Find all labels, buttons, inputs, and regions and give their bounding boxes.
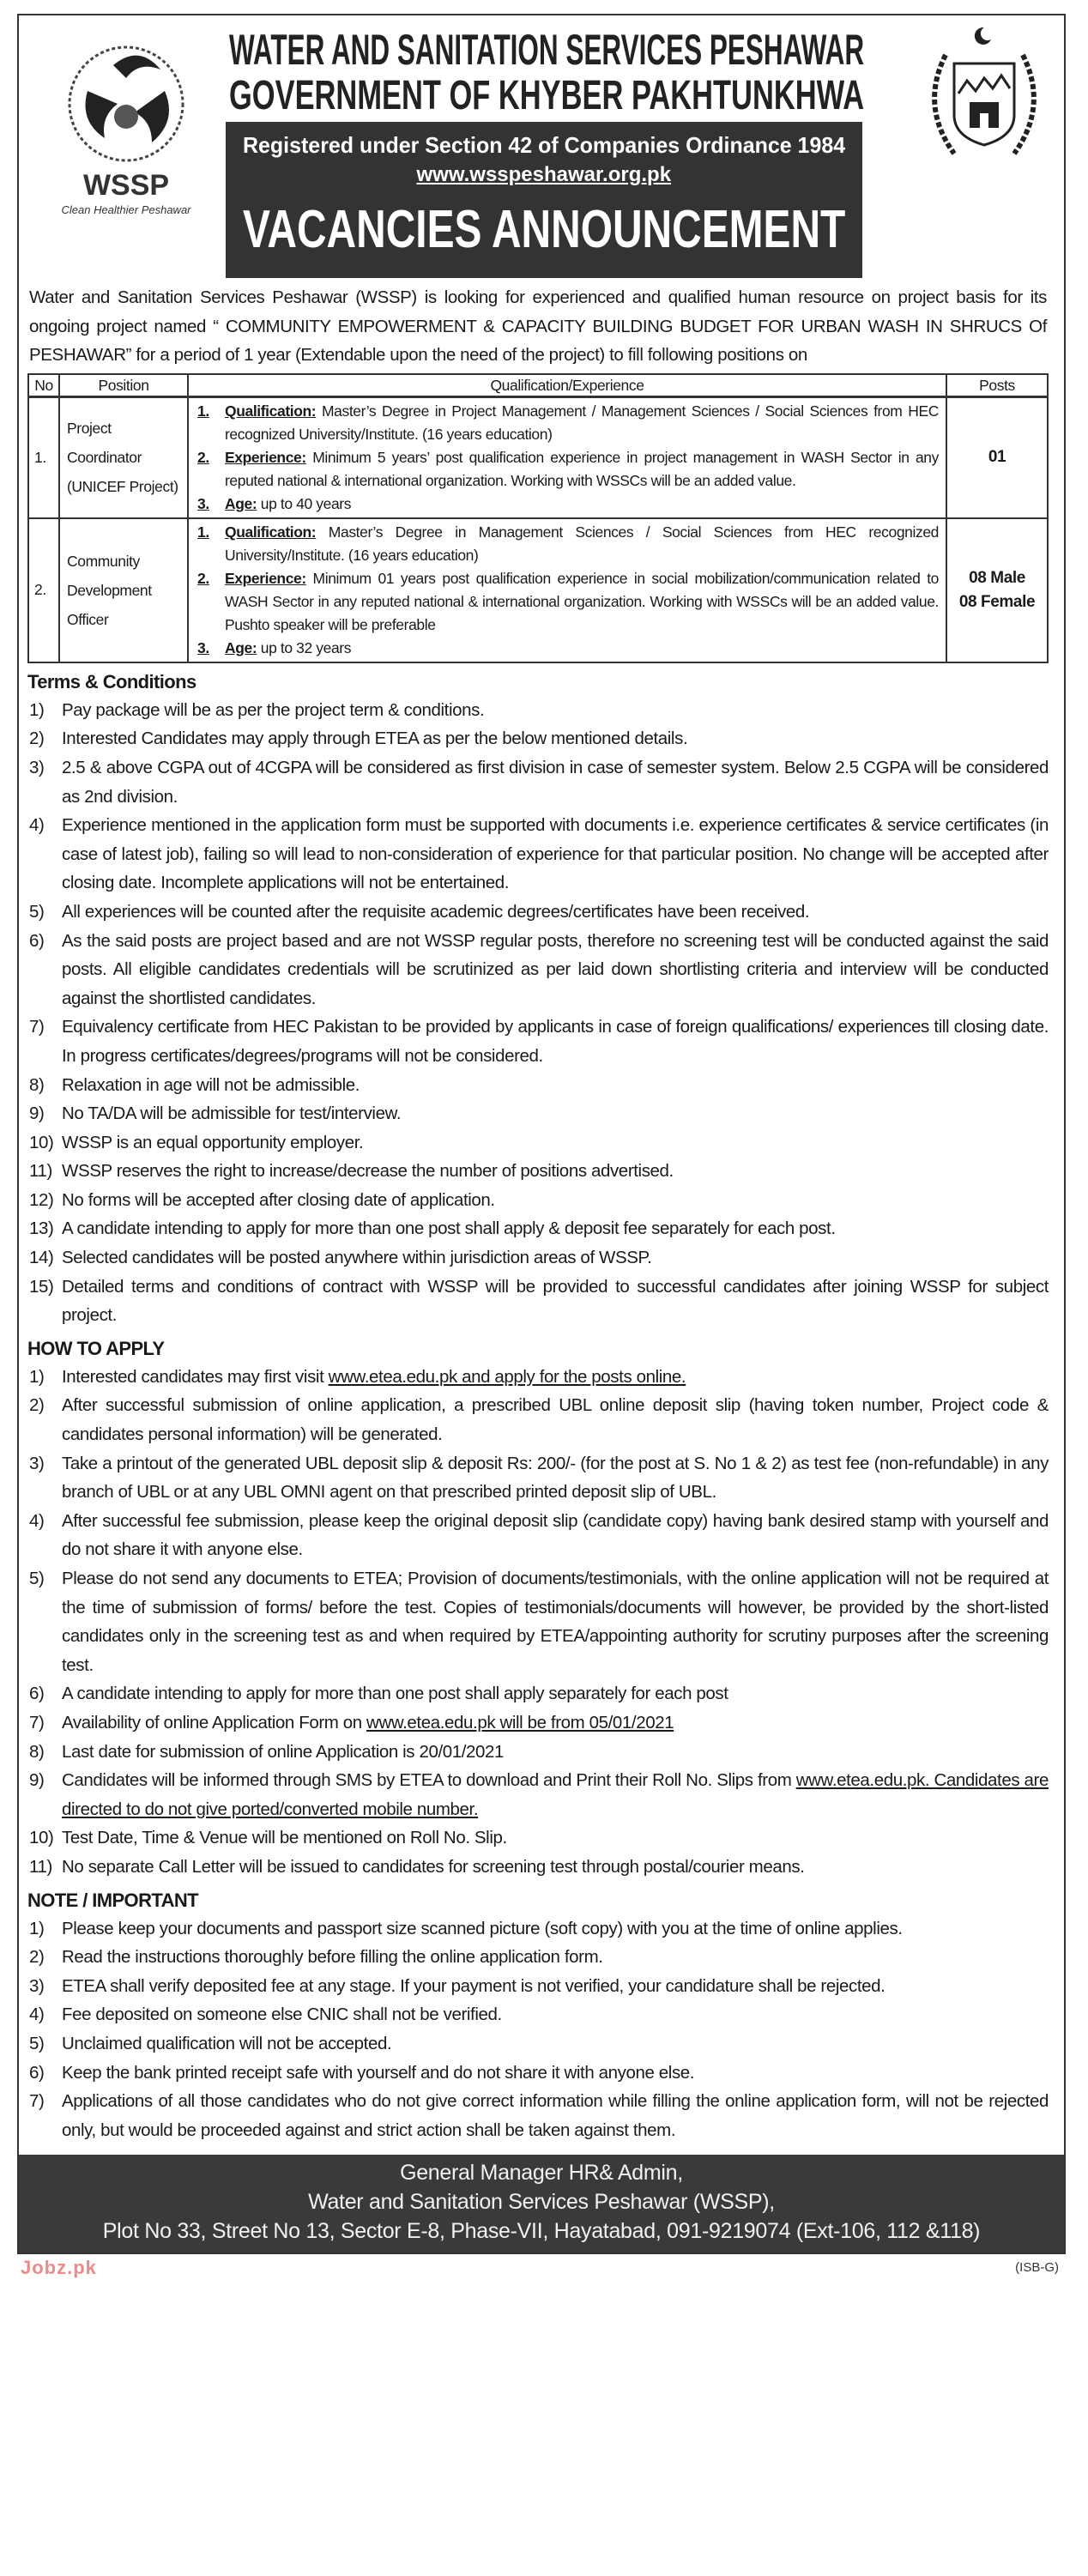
note-list — [27, 1914, 1049, 2145]
item-text — [62, 1972, 1049, 2001]
terms-heading: Terms & Conditions — [27, 670, 196, 692]
item-body: ETEA shall verify deposited fee at any stage. If your payment is not verified, your candidature shall be rejected. — [62, 1975, 886, 1996]
gov-title-box — [229, 74, 864, 118]
requirement-item — [192, 493, 939, 516]
item-body: Interested Candidates may apply through ETEA as per the below mentioned details. — [62, 729, 688, 749]
requirement-detail: Minimum 01 years post qualification experience in social mobilization/communication related to WASH Sector in any reputed national & international organization. Working with WSSCs will be an added value. Pushto speaker will be preferable — [225, 569, 939, 633]
note-item — [27, 2059, 1049, 2088]
item-text — [62, 1363, 1049, 1392]
footer-address: Plot No 33, Street No 13, Sector E-8, Phase-VII, Hayatabad, 091-9219074 (Ext-106, 112 &118) — [102, 2219, 981, 2244]
announcement-box — [243, 196, 845, 264]
item-text — [62, 1013, 1049, 1070]
item-body: Relaxation in age will not be admissible. — [62, 1074, 360, 1095]
requirement-detail: Master’s Degree in Project Management / Management Sciences / Social Sciences from HEC recognized University/Institute. (16 years education) — [225, 402, 939, 443]
item-number: 13) — [29, 1218, 54, 1239]
item-body: After successful fee submission, please keep the original deposit slip (candidate copy) having bank desired stamp with yourself and do not share it with anyone else. — [62, 1510, 1049, 1560]
terms-item — [27, 1157, 1049, 1186]
row-number: 2. — [28, 518, 59, 662]
terms-item — [27, 811, 1049, 898]
terms-item — [27, 1071, 1049, 1100]
item-body: Interested candidates may first visit — [62, 1366, 329, 1387]
item-number: 7) — [29, 2091, 45, 2112]
item-text — [62, 1071, 1049, 1100]
item-number: 4) — [29, 815, 45, 836]
item-body: Applications of all those candidates who do not give correct information while filling the online application form, will not be rejected only, but would be proceeded against and strict action shall be taken against them. — [62, 2091, 1049, 2140]
requirement-label: Age: — [225, 494, 257, 512]
announcement-title: VACANCIES ANNOUNCEMENT — [243, 200, 846, 259]
requirement-item — [192, 400, 939, 446]
gov-title: GOVERNMENT OF KHYBER PAKHTUNKHWA — [229, 73, 865, 118]
item-text — [62, 1214, 1049, 1243]
note-item — [27, 1943, 1049, 1972]
item-number: 4) — [29, 1510, 45, 1531]
post-count: 08 Female — [958, 592, 1036, 611]
requirement-item — [192, 567, 939, 637]
note-heading: NOTE / IMPORTANT — [27, 1889, 198, 1911]
row-number: 1. — [28, 396, 59, 518]
item-body: All experiences will be counted after the requisite academic degrees/certificates have been received. — [62, 901, 810, 922]
note-item — [27, 1972, 1049, 2001]
requirement-label: Age: — [225, 638, 257, 656]
wssp-logo-icon — [53, 31, 199, 168]
org-title: WATER AND SANITATION SERVICES PESHAWAR — [229, 26, 865, 74]
logo-tagline: Clean Healthier Peshawar — [61, 203, 191, 216]
row-qualification — [188, 518, 946, 662]
item-text — [62, 1391, 1049, 1448]
item-number: 4) — [29, 2005, 45, 2025]
terms-item — [27, 1214, 1049, 1243]
item-number: 10) — [29, 1828, 54, 1848]
item-number: 9) — [29, 1104, 45, 1124]
terms-list — [27, 696, 1049, 1330]
item-body: No forms will be accepted after closing date of application. — [62, 1189, 495, 1210]
item-text — [62, 1823, 1049, 1853]
item-body: Pay package will be as per the project term & conditions. — [62, 699, 485, 720]
requirement-text — [225, 493, 939, 516]
terms-item — [27, 1186, 1049, 1215]
post-count: 01 — [988, 448, 1006, 467]
vacancies-table — [27, 373, 1049, 663]
terms-item — [27, 898, 1049, 927]
terms-item — [27, 724, 1049, 753]
item-number: 11) — [29, 1161, 52, 1182]
apply-item — [27, 1823, 1049, 1853]
item-link[interactable]: www.etea.edu.pk and apply for the posts online. — [328, 1366, 686, 1387]
requirement-number: 3. — [197, 638, 209, 656]
item-body: 2.5 & above CGPA out of 4CGPA will be considered as first division in case of semester system. Below 2.5 CGPA will be considered as 2nd division. — [62, 757, 1049, 807]
item-text — [62, 1943, 1049, 1972]
intro-paragraph: Water and Sanitation Services Peshawar (WSSP) is looking for experienced and qualified human resource on project basis for its ongoing project named “ COMMUNITY EMPOWERMENT & CAPACITY BUILDING BUDGET FOR URBAN WASH IN SHRUCS Of PESHAWAR” for a period of 1 year (Extendable upon the need of the project) to fill following positions on — [29, 287, 1047, 366]
item-body: No separate Call Letter will be issued to candidates for screening test through postal/courier means. — [62, 1856, 805, 1877]
requirement-text — [225, 521, 939, 567]
item-number: 8) — [29, 1741, 45, 1762]
item-text — [62, 753, 1049, 811]
item-body: Availability of online Application Form on — [62, 1712, 367, 1732]
table-row — [28, 396, 1048, 518]
item-number: 2) — [29, 729, 45, 749]
item-number: 3) — [29, 1975, 45, 1996]
item-body: Experience mentioned in the application form must be supported with documents i.e. experience certificates & service certificates (in case of latest job), failing so will lead to non-consideration of experience for that particular position. No change will be accepted after closing date. Incomplete applications will not be entertained. — [62, 815, 1049, 893]
item-text — [62, 1273, 1049, 1330]
apply-item — [27, 1363, 1049, 1392]
item-text — [62, 1243, 1049, 1273]
item-number: 10) — [29, 1132, 54, 1152]
item-text — [62, 1157, 1049, 1186]
col-posts: Posts — [946, 374, 1048, 397]
item-text — [62, 1507, 1049, 1564]
advertisement-frame — [17, 14, 1066, 2254]
main-content — [27, 283, 1049, 2155]
item-text — [62, 1914, 1049, 1944]
apply-item — [27, 1738, 1049, 1767]
item-body: WSSP reserves the right to increase/decrease the number of positions advertised. — [62, 1161, 674, 1182]
row-posts — [946, 518, 1048, 662]
note-item — [27, 2029, 1049, 2059]
apply-item — [27, 1766, 1049, 1823]
item-number: 3) — [29, 1453, 45, 1473]
website-link[interactable]: www.wsspeshawar.org.pk — [416, 163, 672, 186]
item-body: Detailed terms and conditions of contract with WSSP will be provided to successful candidates after joining WSSP for subject project. — [62, 1276, 1049, 1326]
terms-item — [27, 1273, 1049, 1330]
item-text — [62, 1099, 1049, 1128]
requirement-text — [225, 446, 939, 493]
footer-designation: General Manager HR& Admin, — [400, 2161, 683, 2186]
item-body: Unclaimed qualification will not be accepted. — [62, 2033, 392, 2053]
item-number: 6) — [29, 930, 45, 951]
header — [19, 15, 1064, 283]
item-number: 11) — [29, 1856, 52, 1877]
apply-item — [27, 1679, 1049, 1708]
requirement-number: 1. — [197, 402, 209, 420]
item-text — [62, 1738, 1049, 1767]
item-text — [62, 811, 1049, 898]
emblem-icon — [920, 21, 1049, 175]
item-number: 8) — [29, 1074, 45, 1095]
how-to-apply-list — [27, 1363, 1049, 1882]
requirement-item — [192, 637, 939, 660]
item-body: As the said posts are project based and are not WSSP regular posts, therefore no screening test will be conducted against the said posts. All eligible candidates credentials will be scrutinized as per laid down shortlisting criteria and interview will be conducted against the shortlisted candidates. — [62, 930, 1049, 1008]
requirement-text — [225, 400, 939, 446]
watermark: Jobz.pk — [21, 2257, 97, 2279]
title-banner — [226, 122, 862, 278]
requirement-number: 3. — [197, 494, 209, 512]
wssp-logo — [45, 31, 208, 228]
col-no: No — [28, 374, 59, 397]
item-body: Read the instructions thoroughly before filling the online application form. — [62, 1947, 603, 1968]
item-number: 9) — [29, 1770, 45, 1791]
requirement-detail: Minimum 5 years’ post qualification experience in project management in WASH Sector in any reputed national & international organization. Working with WSSCs will be an added value. — [225, 448, 939, 489]
row-position: Project Coordinator (UNICEF Project) — [59, 396, 188, 518]
item-body: A candidate intending to apply for more than one post shall apply separately for each post — [62, 1684, 728, 1704]
item-number: 6) — [29, 1684, 45, 1704]
item-text — [62, 1679, 1049, 1708]
item-body: Test Date, Time & Venue will be mentioned on Roll No. Slip. — [62, 1828, 507, 1848]
how-to-apply-heading: HOW TO APPLY — [27, 1337, 165, 1359]
item-text — [62, 2059, 1049, 2088]
post-count: 08 Male — [969, 568, 1025, 587]
item-body: A candidate intending to apply for more than one post shall apply & deposit fee separately for each post. — [62, 1218, 836, 1239]
table-row — [28, 518, 1048, 662]
item-text — [62, 1766, 1049, 1823]
requirement-label: Qualification: — [225, 523, 317, 541]
footer-line — [33, 2216, 1050, 2246]
registration-text: Registered under Section 42 of Companies Ordinance 1984 — [243, 132, 846, 158]
item-number: 14) — [29, 1248, 54, 1268]
item-link[interactable]: www.etea.edu.pk will be from 05/01/2021 — [366, 1712, 674, 1732]
item-number: 2) — [29, 1395, 45, 1416]
terms-item — [27, 1128, 1049, 1158]
requirement-item — [192, 521, 939, 567]
requirement-text — [225, 637, 939, 660]
item-body: Fee deposited on someone else CNIC shall not be verified. — [62, 2005, 502, 2025]
item-text — [62, 2029, 1049, 2059]
item-text — [62, 1564, 1049, 1679]
requirement-detail: Master’s Degree in Management Sciences / Social Sciences from HEC recognized University/Institute. (16 years education) — [225, 523, 939, 564]
apply-item — [27, 1564, 1049, 1679]
item-link[interactable]: www.etea.edu.pk. Candidates are directed to do not give ported/converted mobile number. — [62, 1770, 1049, 1819]
item-number: 1) — [29, 1918, 45, 1938]
requirement-detail: up to 40 years — [257, 494, 352, 512]
item-text — [62, 1449, 1049, 1507]
item-text — [62, 724, 1049, 753]
website-box — [243, 161, 845, 189]
item-text — [62, 1853, 1049, 1882]
row-position: Community Development Officer — [59, 518, 188, 662]
col-qualification: Qualification/Experience — [188, 374, 946, 397]
requirement-label: Experience: — [225, 448, 306, 466]
col-position: Position — [59, 374, 188, 397]
item-number: 2) — [29, 1947, 45, 1968]
item-number: 1) — [29, 1366, 45, 1387]
bottom-row — [17, 2254, 1066, 2283]
note-item — [27, 2000, 1049, 2029]
item-number: 1) — [29, 699, 45, 720]
kp-government-emblem — [920, 21, 1049, 175]
item-text — [62, 1708, 1049, 1738]
requirement-number: 1. — [197, 523, 209, 541]
item-body: Candidates will be informed through SMS by ETEA to download and Print their Roll No. Slips from — [62, 1770, 796, 1791]
terms-item — [27, 753, 1049, 811]
row-posts — [946, 396, 1048, 518]
item-body: Take a printout of the generated UBL deposit slip & deposit Rs: 200/- (for the post at S. No 1 & 2) as test fee (non-refundable) in any branch of UBL or at any UBL OMNI agent on that prescribed printed deposit slip of UBL. — [62, 1453, 1049, 1503]
requirement-detail: up to 32 years — [257, 638, 352, 656]
item-body: Equivalency certificate from HEC Pakistan to be provided by applicants in case of foreign qualifications/ experiences till closing date. In progress certificates/degrees/programs will not be considered. — [62, 1017, 1049, 1066]
item-body: Please keep your documents and passport size scanned picture (soft copy) with you at the time of online applies. — [62, 1918, 903, 1938]
terms-item — [27, 696, 1049, 725]
item-text — [62, 2000, 1049, 2029]
org-title-box — [229, 27, 864, 72]
item-number: 5) — [29, 1569, 45, 1588]
item-body: WSSP is an equal opportunity employer. — [62, 1132, 364, 1152]
requirement-item — [192, 446, 939, 493]
item-body: Last date for submission of online Application is 20/01/2021 — [62, 1741, 505, 1762]
item-text — [62, 927, 1049, 1013]
item-text — [62, 696, 1049, 725]
item-text — [62, 1186, 1049, 1215]
requirement-label: Qualification: — [225, 402, 317, 420]
apply-item — [27, 1391, 1049, 1448]
apply-item — [27, 1708, 1049, 1738]
requirement-label: Experience: — [225, 569, 306, 587]
footer-line — [33, 2158, 1050, 2187]
apply-item — [27, 1853, 1049, 1882]
item-text — [62, 1128, 1049, 1158]
terms-item — [27, 927, 1049, 1013]
note-item — [27, 2087, 1049, 2144]
item-body: No TA/DA will be admissible for test/interview. — [62, 1104, 402, 1124]
item-number: 5) — [29, 2033, 45, 2053]
item-number: 3) — [29, 757, 45, 777]
item-body: Please do not send any documents to ETEA; Provision of documents/testimonials, with the online application will not be required at the time of submission of forms/ before the test. Copies of testimonials/documents will however, be provided by the short-listed candidates only in the screening test as and when required by ETEA/appointing authority for scrutiny purposes after the screening test. — [62, 1569, 1049, 1675]
logo-text: WSSP — [82, 169, 170, 202]
note-item — [27, 1914, 1049, 1944]
item-body: Keep the bank printed receipt safe with yourself and do not share it with anyone else. — [62, 2062, 695, 2083]
apply-item — [27, 1507, 1049, 1564]
row-qualification — [188, 396, 946, 518]
registration-box — [243, 130, 845, 160]
footer-line — [33, 2187, 1050, 2216]
ad-code: (ISB-G) — [1015, 2260, 1059, 2276]
item-number: 5) — [29, 901, 45, 922]
requirement-number: 2. — [197, 569, 209, 587]
item-number: 7) — [29, 1017, 45, 1037]
terms-item — [27, 1013, 1049, 1070]
contact-footer — [19, 2155, 1064, 2252]
requirement-text — [225, 567, 939, 637]
item-body: After successful submission of online application, a prescribed UBL online deposit slip (having token number, Project code & candidates personal information) will be generated. — [62, 1395, 1049, 1445]
requirement-number: 2. — [197, 448, 209, 466]
terms-item — [27, 1243, 1049, 1273]
item-text — [62, 898, 1049, 927]
item-number: 12) — [29, 1189, 54, 1210]
item-text — [62, 2087, 1049, 2144]
item-number: 7) — [29, 1712, 45, 1732]
item-number: 6) — [29, 2062, 45, 2083]
apply-item — [27, 1449, 1049, 1507]
item-number: 15) — [29, 1276, 54, 1297]
terms-item — [27, 1099, 1049, 1128]
item-body: Selected candidates will be posted anywhere within jurisdiction areas of WSSP. — [62, 1248, 652, 1268]
footer-org: Water and Sanitation Services Peshawar (WSSP), — [308, 2190, 775, 2215]
